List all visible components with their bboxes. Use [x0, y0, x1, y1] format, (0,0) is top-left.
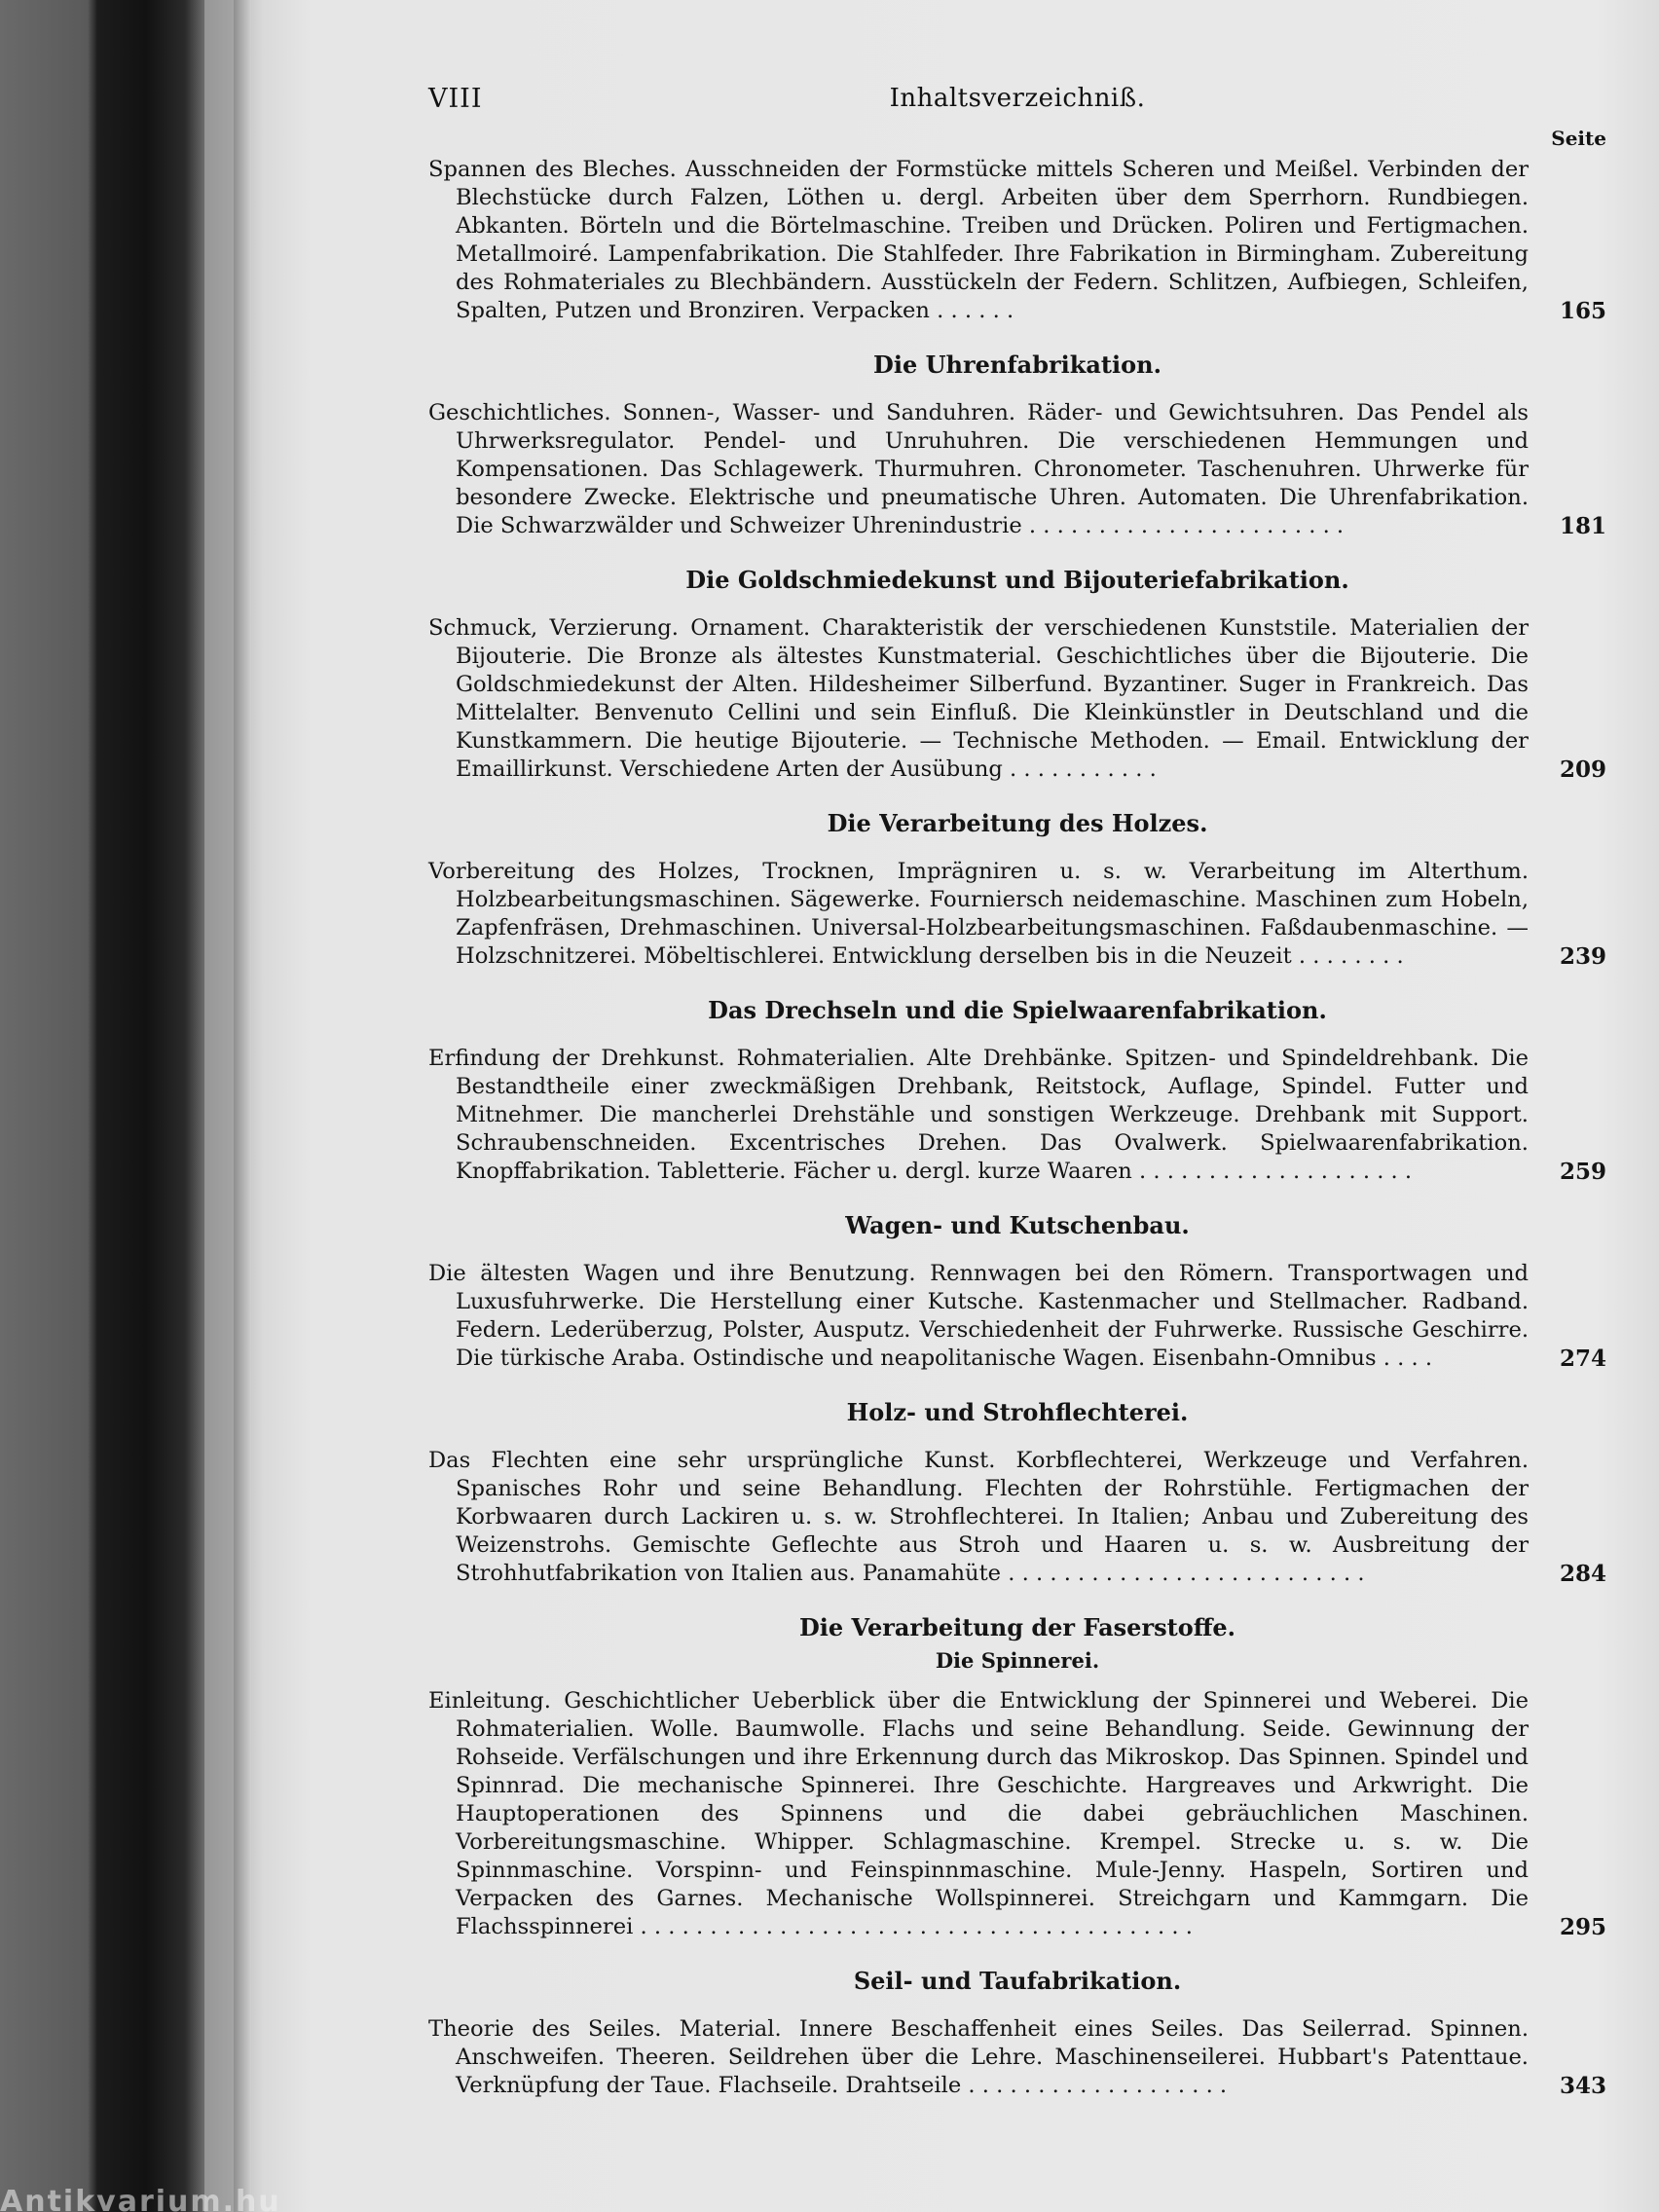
toc-entry [428, 1260, 1606, 1373]
book-page [234, 0, 1659, 2212]
running-title: Inhaltsverzeichniß. [889, 84, 1146, 113]
toc-section [428, 1398, 1606, 1588]
section-title: Die Verarbeitung der Faserstoffe. [798, 1613, 1236, 1641]
page-header [428, 84, 1606, 150]
toc-section [428, 1211, 1606, 1373]
section-title: Die Verarbeitung des Holzes. [827, 809, 1208, 837]
toc-section [428, 996, 1606, 1186]
toc-section [428, 350, 1606, 540]
toc-entry-text: Geschichtliches. Sonnen-, Wasser- und Sanduhren. Räder- und Gewichtsuhren. Das Pendel als Uhrwerksregulator. Pendel- und Unruhuhren. Die verschiedenen Hemmungen und Kompensationen. Das Schlagewerk. Thurmuhren. Chronometer. Taschenuhren. Uhrwerke für besondere Zwecke. Elektrische und pneumatische Uhren. Automaten. Die Uhrenfabrikation. Die Schwarzwälder und Schweizer Uhrenindustrie . . . . . . . . . . . . . . . . . . . . . . . [428, 400, 1529, 538]
section-title: Das Drechseln und die Spielwaarenfabrikation. [708, 996, 1327, 1024]
toc-entry [428, 1447, 1606, 1588]
toc-entry-page: 165 [1559, 298, 1606, 324]
section-title: Die Uhrenfabrikation. [873, 350, 1161, 379]
toc-entry-text: Erfindung der Drehkunst. Rohmaterialien. Alte Drehbänke. Spitzen- und Spindeldrehbank. Die Bestandtheile einer zweckmäßigen Drehbank, Reitstock, Auflage, Spindel. Futter und Mitnehmer. Die mancherlei Drehstähle und sonstigen Werkzeuge. Drehbank mit Support. Schraubenschneiden. Excentrisches Drehen. Das Ovalwerk. Spielwaarenfabrikation. Knopffabrikation. Tabletterie. Fächer u. dergl. kurze Waaren . . . . . . . . . . . . . . . . . . . . [428, 1046, 1529, 1184]
toc-section [428, 156, 1606, 325]
section-title: Seil- und Taufabrikation. [853, 1967, 1182, 1995]
toc-entry [428, 156, 1606, 325]
toc-entry [428, 1687, 1606, 1941]
toc-section [428, 566, 1606, 784]
toc-entry-text: Spannen des Bleches. Ausschneiden der Formstücke mittels Scheren und Meißel. Verbinden der Blechstücke durch Falzen, Löthen u. dergl. Arbeiten über dem Sperrhorn. Rundbiegen. Abkanten. Börteln und die Börtelmaschine. Treiben und Drücken. Poliren und Fertigmachen. Metallmoiré. Lampenfabrikation. Die Stahlfeder. Ihre Fabrikation in Birmingham. Zubereitung des Rohmateriales zu Blechbändern. Ausstückeln der Federn. Schlitzen, Aufbiegen, Schleifen, Spalten, Putzen und Bronziren. Verpacken . . . . . . [428, 157, 1529, 323]
toc-entry-text: Einleitung. Geschichtlicher Ueberblick über die Entwicklung der Spinnerei und Weberei. Die Rohmaterialien. Wolle. Baumwolle. Flachs und seine Behandlung. Seide. Gewinnung der Rohseide. Verfälschungen und ihre Erkennung durch das Mikroskop. Das Spinnen. Spindel und Spinnrad. Die mechanische Spinnerei. Ihre Geschichte. Hargreaves und Arkwright. Die Hauptoperationen des Spinnens und die dabei gebräuchlichen Maschinen. Vorbereitungsmaschine. Whipper. Schlagmaschine. Krempel. Strecke u. s. w. Die Spinnmaschine. Vorspinn- und Feinspinnmaschine. Mule-Jenny. Haspeln, Sortiren und Verpacken des Garnes. Mechanische Wollspinnerei. Streichgarn und Kammgarn. Die Flachsspinnerei . . . . . . . . . . . . . . . . . . . . . . . . . . . . . . . . . . . . . . . . [428, 1688, 1529, 1939]
toc-entry [428, 858, 1606, 971]
toc-entry-page: 343 [1559, 2073, 1606, 2099]
toc-entry-text: Theorie des Seiles. Material. Innere Beschaffenheit eines Seiles. Das Seilerrad. Spinnen. Anschweifen. Theeren. Seildrehen über die Lehre. Maschinenseilerei. Hubbart's Patenttaue. Verknüpfung der Taue. Flachseile. Drahtseile . . . . . . . . . . . . . . . . . . . [428, 2016, 1529, 2098]
toc-entry-page: 181 [1559, 513, 1606, 539]
toc-entry-page: 295 [1559, 1914, 1606, 1940]
toc-entry-page: 284 [1559, 1561, 1606, 1587]
section-title: Wagen- und Kutschenbau. [845, 1211, 1190, 1239]
page-fold [234, 0, 251, 2212]
toc-entry-page: 259 [1559, 1159, 1606, 1185]
table-of-contents [428, 156, 1606, 2100]
toc-entry-page: 209 [1559, 756, 1606, 783]
toc-entry-text: Vorbereitung des Holzes, Trocknen, Imprägniren u. s. w. Verarbeitung im Alterthum. Holzbearbeitungsmaschinen. Sägewerke. Fourniersch neidemaschine. Maschinen zum Hobeln, Zapfenfräsen, Drehmaschinen. Universal-Holzbearbeitungsmaschinen. Faßdaubenmaschine. — Holzschnitzerei. Möbeltischlerei. Entwicklung derselben bis in die Neuzeit . . . . . . . . [428, 859, 1529, 969]
toc-entry [428, 2015, 1606, 2100]
toc-entry [428, 1045, 1606, 1186]
section-title: Holz- und Strohflechterei. [846, 1398, 1189, 1426]
toc-entry-text: Schmuck, Verzierung. Ornament. Charakteristik der verschiedenen Kunststile. Materialien der Bijouterie. Die Bronze als ältestes Kunstmaterial. Geschichtliches über die Bijouterie. Die Goldschmiedekunst der Alten. Hildesheimer Silberfund. Byzantiner. Suger in Frankreich. Das Mittelalter. Benvenuto Cellini und sein Einfluß. Die Kleinkünstler in Deutschland und die Kunstkammern. Die heutige Bijouterie. — Technische Methoden. — Email. Entwicklung der Emaillirkunst. Verschiedene Arten der Ausübung . . . . . . . . . . . [428, 615, 1529, 782]
toc-section [428, 809, 1606, 971]
toc-entry [428, 614, 1606, 784]
toc-section [428, 1613, 1606, 1941]
toc-entry-page: 274 [1559, 1346, 1606, 1372]
section-title: Die Goldschmiedekunst und Bijouteriefabrikation. [685, 566, 1349, 594]
toc-entry-page: 239 [1559, 943, 1606, 970]
page-column-label: Seite [1551, 127, 1606, 150]
spine-edge [204, 0, 234, 2212]
page-number: VIII [428, 84, 483, 114]
toc-section [428, 1967, 1606, 2100]
toc-entry-text: Die ältesten Wagen und ihre Benutzung. Rennwagen bei den Römern. Transportwagen und Luxusfuhrwerke. Die Herstellung einer Kutsche. Kastenmacher und Stellmacher. Radband. Federn. Lederüberzug, Polster, Ausputz. Verschiedenheit der Fuhrwerke. Russische Geschirre. Die türkische Araba. Ostindische und neapolitanische Wagen. Eisenbahn-Omnibus . . . . [428, 1261, 1529, 1371]
section-subtitle: Die Spinnerei. [935, 1648, 1100, 1673]
book-spine [0, 0, 234, 2212]
watermark: Antikvarium.hu [0, 2185, 281, 2212]
toc-entry [428, 399, 1606, 540]
toc-entry-text: Das Flechten eine sehr ursprüngliche Kunst. Korbflechterei, Werkzeuge und Verfahren. Spanisches Rohr und seine Behandlung. Flechten der Rohrstühle. Fertigmachen der Korbwaaren durch Lackiren u. s. w. Strohflechterei. In Italien; Anbau und Zubereitung des Weizenstrohs. Gemischte Geflechte aus Stroh und Haaren u. s. w. Ausbreitung der Strohhutfabrikation von Italien aus. Panamahüte . . . . . . . . . . . . . . . . . . . . . . . . . . [428, 1448, 1529, 1586]
